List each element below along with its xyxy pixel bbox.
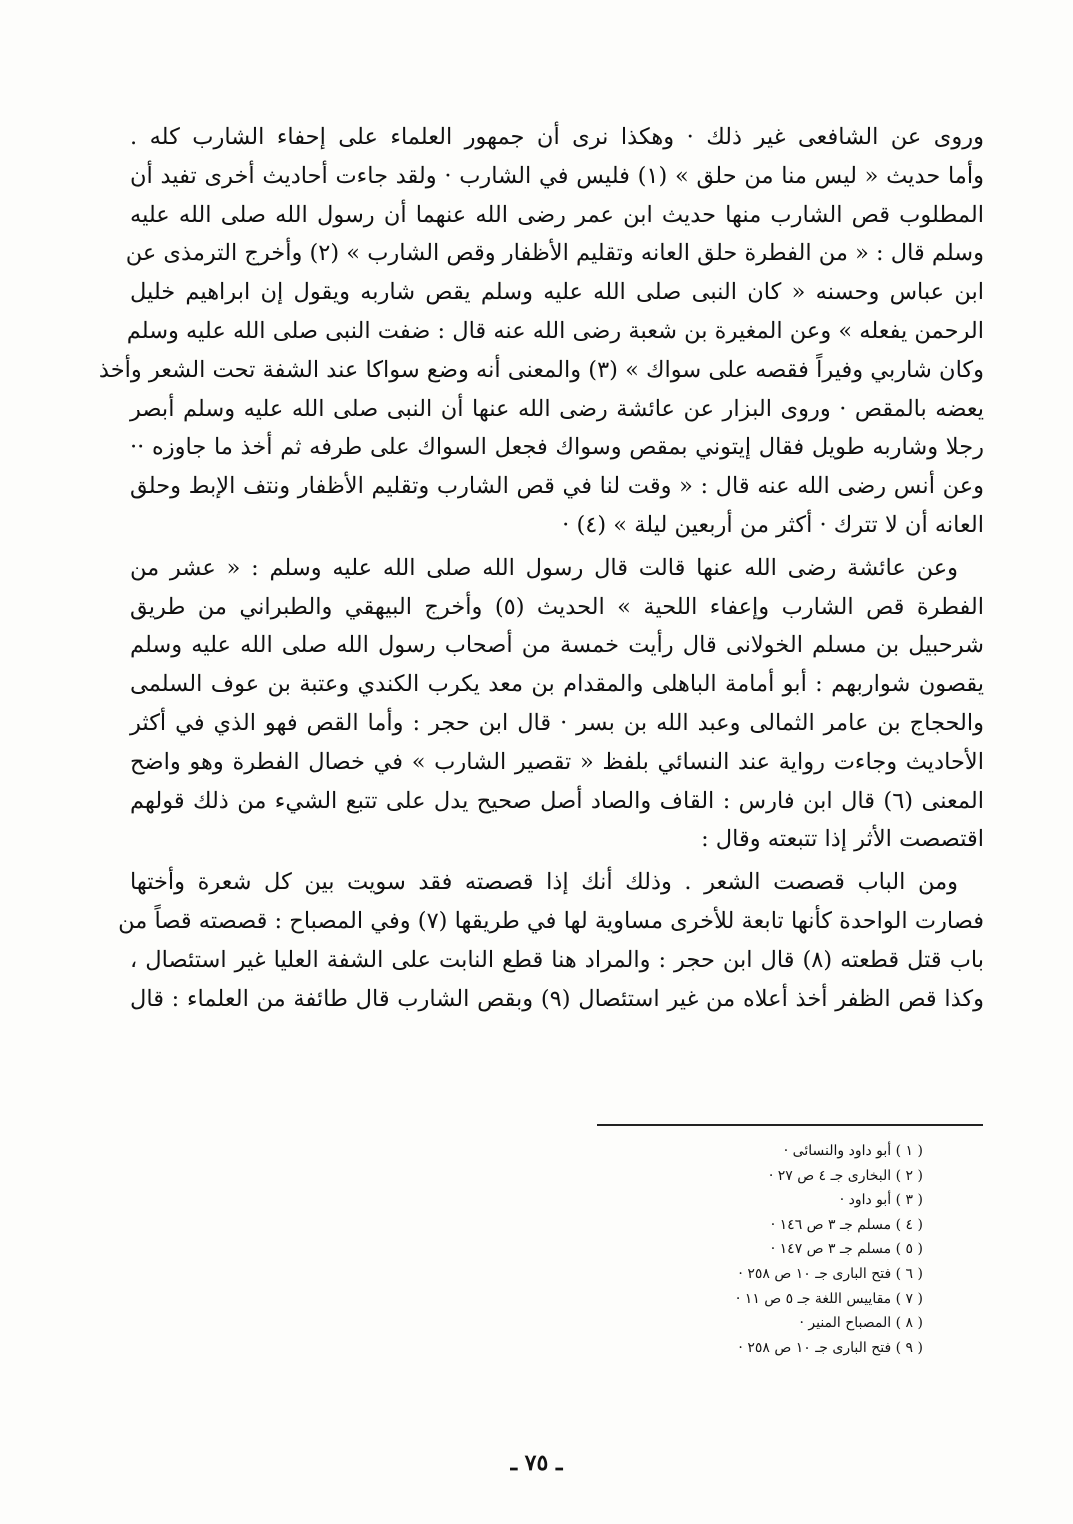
page-number: ـ ٧٥ ـ: [510, 1450, 563, 1476]
paragraph-3: [118, 863, 984, 1018]
footnote: ( ٨ ) المصباح المنير ·: [799, 1315, 923, 1332]
text-line: رجلا وشاربه طويل فقال إيتوني بمقص وسواك فجعل السواك على طرفه ثم أخذ ما جاوزه ··: [130, 434, 984, 461]
text-line: وعن أنس رضى الله عنه قال : « وقت لنا في قص الشارب وتقليم الأظفار ونتف الإبط وحلق: [130, 473, 984, 500]
footnote: ( ٢ ) البخارى جـ ٤ ص ٢٧ ·: [768, 1167, 923, 1184]
text-line: فصارت الواحدة كأنها تابعة للأخرى مساوية لها في طريقها (٧) وفي المصباح : قصصته قصاً من: [118, 907, 984, 934]
body-text: [98, 118, 985, 1018]
text-line: وسلم قال : « من الفطرة حلق العانه وتقليم الأظفار وقص الشارب » (٢) وأخرج الترمذى عن: [125, 240, 984, 267]
text-line: ومن الباب قصصت الشعر . وذلك أنك إذا قصصته فقد سويت بين كل شعرة وأختها: [130, 869, 958, 896]
footnote: ( ٧ ) مقاييس اللغة جـ ٥ ص ١١ ·: [735, 1290, 923, 1307]
footnote: ( ٦ ) فتح البارى جـ ١٠ ص ٢٥٨ ·: [738, 1265, 923, 1282]
paragraph-1: [98, 118, 984, 545]
footnote: ( ٤ ) مسلم جـ ٣ ص ١٤٦ ·: [770, 1216, 923, 1233]
text-line: المعنى (٦) قال ابن فارس : القاف والصاد أصل صحيح يدل على تتبع الشيء من ذلك قولهم: [130, 787, 984, 814]
text-line: وأما حديث « ليس منا من حلق » (١) فليس في الشارب · ولقد جاءت أحاديث أخرى تفيد أن: [130, 162, 984, 189]
paragraph-2: [130, 549, 984, 859]
text-line: يعضه بالمقص · وروى البزار عن عائشة رضى الله عنها أن النبى صلى الله عليه وسلم أبصر: [130, 395, 984, 422]
text-line: وكان شاربي وفيراً فقصه على سواك » (٣) والمعنى أنه وضع سواكا عند الشفة تحت الشعر وأخذ: [98, 356, 984, 383]
text-line: والحجاج بن عامر الثمالى وعبد الله بن بسر · قال ابن حجر : وأما القص فهو الذي في أكثر: [130, 709, 984, 736]
footnote: ( ١ ) أبو داود والنسائى ·: [783, 1143, 923, 1159]
text-line: يقصون شواربهم : أبو أمامة الباهلى والمقدام بن معد يكرب الكندي وعتبة بن عوف السلمى: [130, 671, 984, 698]
footnote: ( ٥ ) مسلم جـ ٣ ص ١٤٧ ·: [770, 1241, 923, 1258]
footnote-divider: [597, 1124, 983, 1126]
text-line: الأحاديث وجاءت رواية عند النسائي بلفظ « تقصير الشارب » في خصال الفطرة وهو واضح: [130, 748, 984, 775]
text-line: المطلوب قص الشارب منها حديث ابن عمر رضى الله عنهما أن رسول الله صلى الله عليه: [130, 201, 984, 228]
text-line: وكذا قص الظفر أخذ أعلاه من غير استئصال (٩) وبقص الشارب قال طائفة من العلماء : قال: [130, 985, 984, 1012]
text-line: الرحمن يفعله » وعن المغيرة بن شعبة رضى الله عنه قال : ضفت النبى صلى الله عليه وسلم: [126, 317, 984, 344]
text-line: اقتصصت الأثر إذا تتبعته وقال :: [701, 826, 984, 853]
text-line: العانه أن لا تترك · أكثر من أربعين ليلة » (٤) ·: [562, 511, 984, 538]
footnotes: [523, 1139, 923, 1360]
text-line: الفطرة قص الشارب وإعفاء اللحية » الحديث (٥) وأخرج البيهقي والطبراني من طريق: [130, 593, 985, 620]
text-line: وروى عن الشافعى غير ذلك · وهكذا نرى أن جمهور العلماء على إحفاء الشارب كله .: [130, 124, 984, 150]
text-line: شرحبيل بن مسلم الخولانى قال رأيت خمسة من أصحاب رسول الله صلى الله عليه وسلم: [130, 632, 984, 659]
text-line: ابن عباس وحسنه « كان النبى صلى الله عليه وسلم يقص شاربه ويقول إن ابراهيم خليل: [130, 279, 984, 306]
footnote: ( ٣ ) أبو داود ·: [839, 1192, 923, 1209]
text-line: باب قتل قطعته (٨) قال ابن حجر : والمراد هنا قطع النابت على الشفة العليا غير استئصال ،: [130, 946, 984, 973]
footnote: ( ٩ ) فتح البارى جـ ١٠ ص ٢٥٨ ·: [738, 1339, 923, 1356]
text-line: وعن عائشة رضى الله عنها قالت قال رسول الله صلى الله عليه وسلم : « عشر من: [130, 554, 958, 581]
